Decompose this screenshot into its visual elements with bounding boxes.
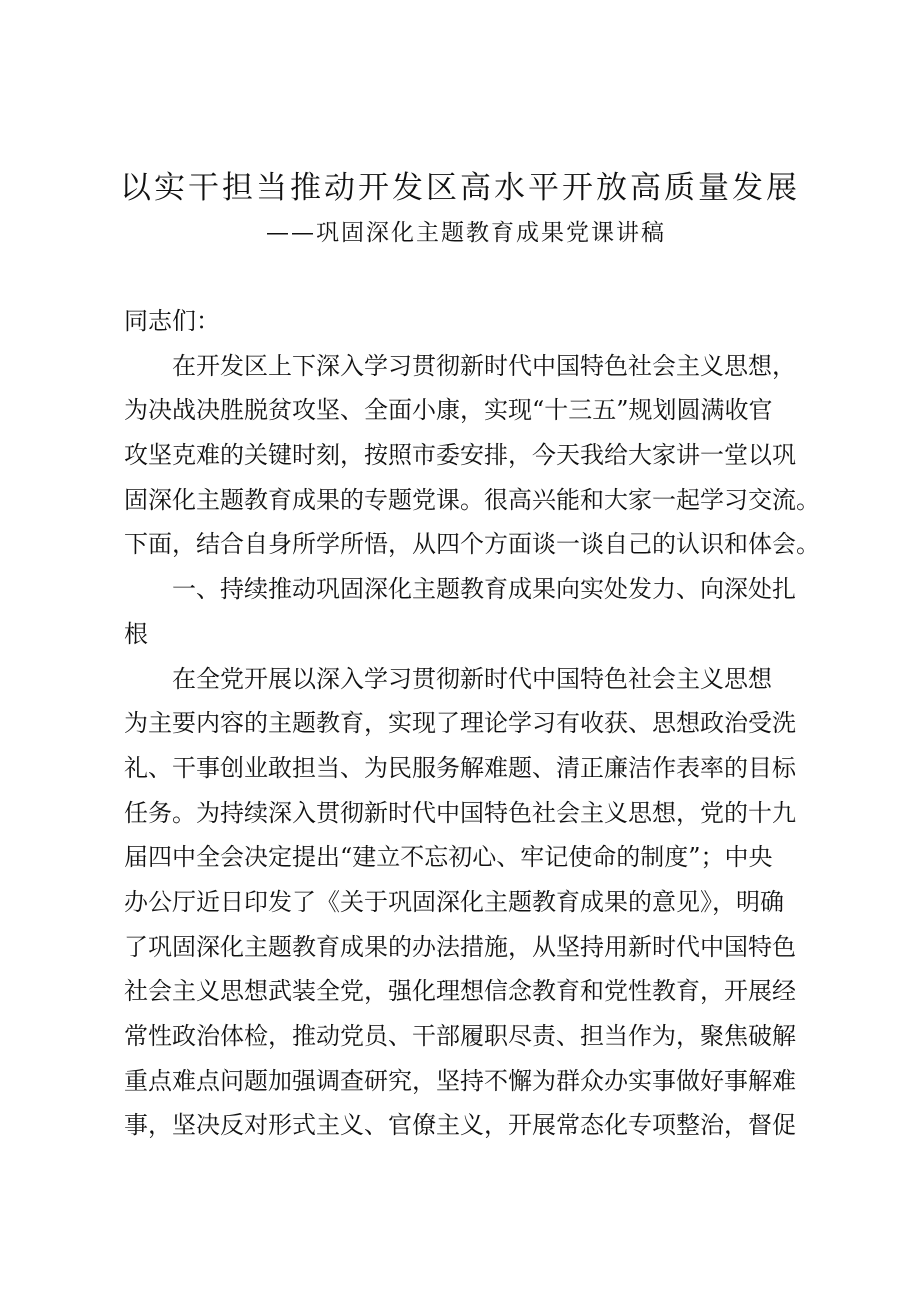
salutation: 同志们：: [124, 307, 220, 335]
section-heading-line: 一、持续推动巩固深化主题教育成果向实处发力、向深处扎: [172, 575, 796, 604]
paragraph-line: 届四中全会决定提出“建立不忘初心、牢记使命的制度”；中央: [124, 843, 773, 872]
paragraph-line: 下面，结合自身所学所悟，从四个方面谈一谈自己的认识和体会。: [124, 530, 820, 559]
paragraph-line: 办公厅近日印发了《关于巩固深化主题教育成果的意见》，明确: [124, 887, 784, 916]
paragraph-line: 事，坚决反对形式主义、官僚主义，开展常态化专项整治，督促: [124, 1111, 796, 1140]
paragraph-line: 在全党开展以深入学习贯彻新时代中国特色社会主义思想: [172, 664, 772, 693]
document-title: 以实干担当推动开发区高水平开放高质量发展: [120, 170, 800, 206]
paragraph-line: 社会主义思想武装全党，强化理想信念教育和党性教育，开展经: [124, 977, 796, 1006]
paragraph-line: 礼、干事创业敢担当、为民服务解难题、清正廉洁作表率的目标: [124, 753, 796, 782]
paragraph-line: 在开发区上下深入学习贯彻新时代中国特色社会主义思想，: [172, 351, 796, 380]
document-subtitle: ——巩固深化主题教育成果党课讲稿: [266, 220, 666, 246]
paragraph-line: 固深化主题教育成果的专题党课。很高兴能和大家一起学习交流。: [124, 485, 820, 514]
document-body: [124, 299, 820, 1148]
paragraph-line: 攻坚克难的关键时刻，按照市委安排，今天我给大家讲一堂以巩: [124, 441, 796, 470]
paragraph-line: 常性政治体检，推动党员、干部履职尽责、担当作为，聚焦破解: [124, 1022, 796, 1050]
section-heading-line: 根: [124, 619, 148, 648]
paragraph-line: 为决战决胜脱贫攻坚、全面小康，实现“十三五”规划圆满收官: [124, 396, 773, 425]
paragraph-line: 重点难点问题加强调查研究，坚持不懈为群众办实事做好事解难: [124, 1066, 796, 1095]
paragraph-line: 为主要内容的主题教育，实现了理论学习有收获、思想政治受洗: [124, 709, 796, 738]
paragraph-line: 任务。为持续深入贯彻新时代中国特色社会主义思想，党的十九: [124, 798, 796, 827]
paragraph-line: 了巩固深化主题教育成果的办法措施，从坚持用新时代中国特色: [124, 932, 796, 961]
